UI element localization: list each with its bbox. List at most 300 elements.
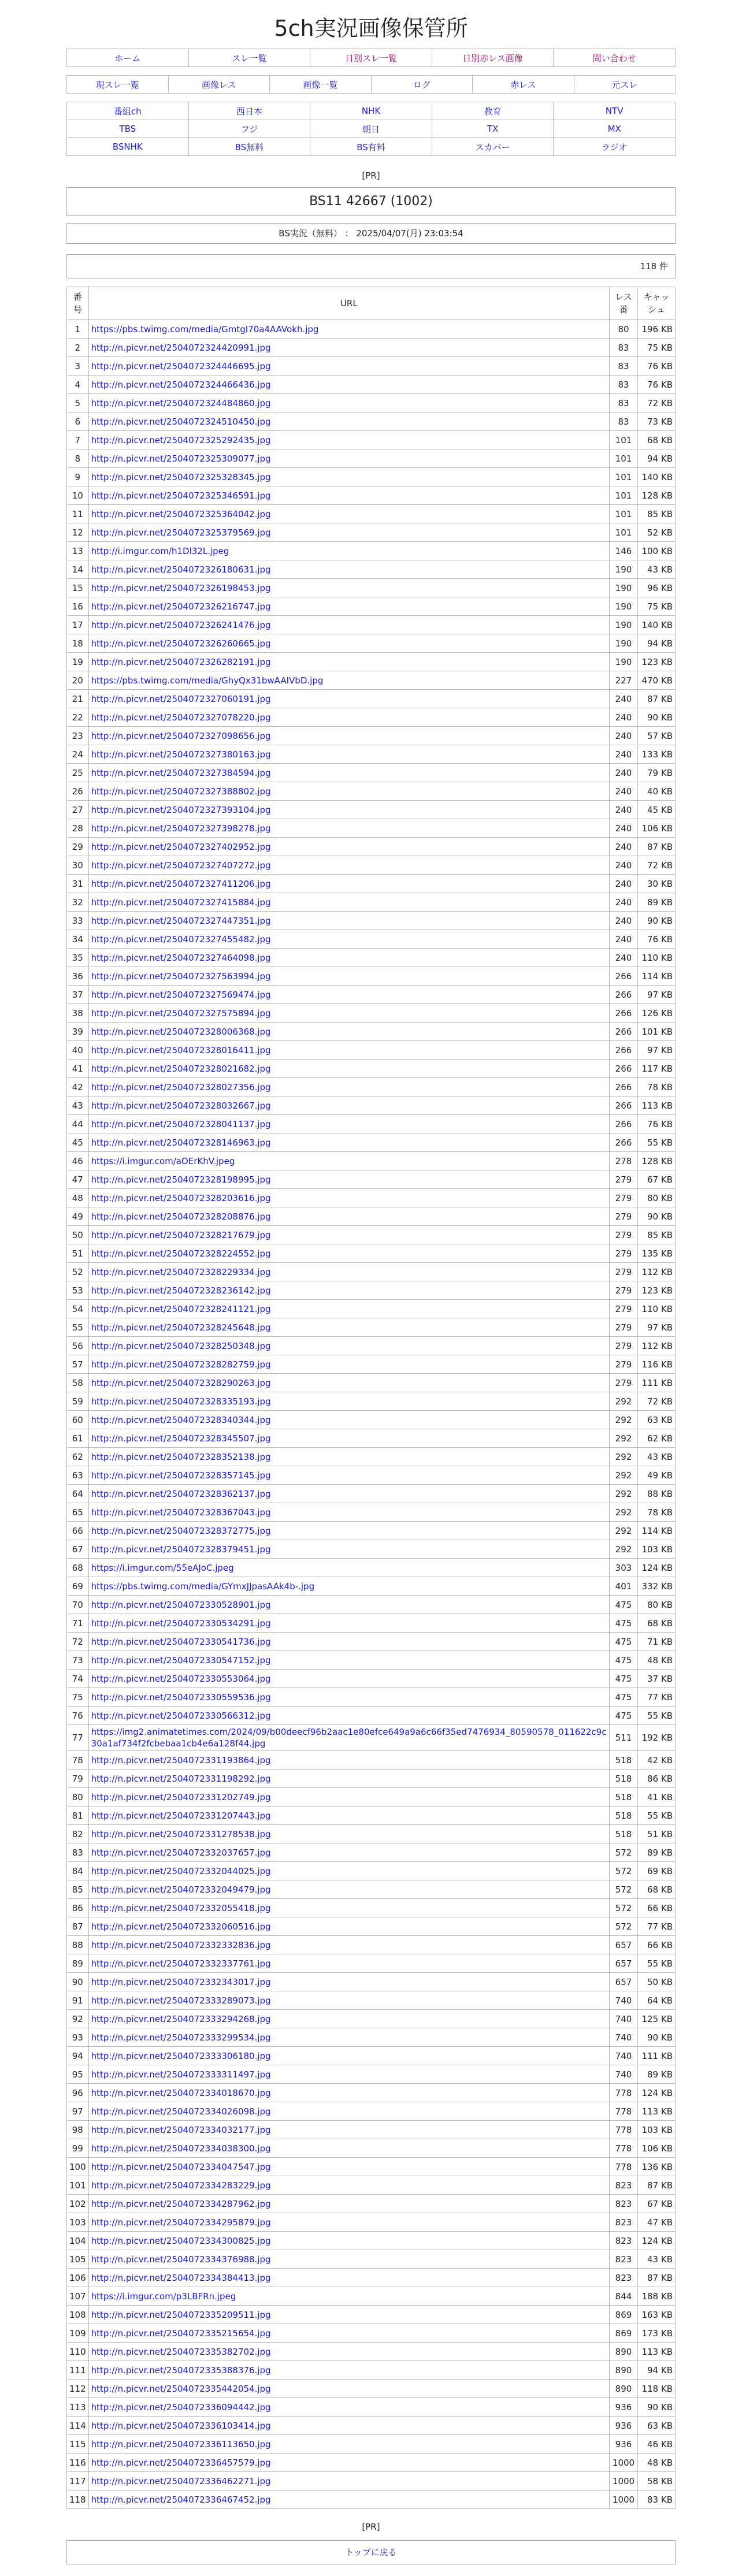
table-row — [67, 1189, 676, 1207]
table-row — [67, 1651, 676, 1670]
cache-size-cell: 128 KB — [638, 1152, 676, 1170]
image-url-link[interactable]: http://n.picvr.net/2504072334376988.jpg — [91, 2254, 271, 2265]
category-link[interactable]: 朝日 — [362, 124, 380, 135]
image-url-link[interactable]: http://n.picvr.net/2504072336103414.jpg — [91, 2420, 271, 2431]
image-url-link[interactable]: http://n.picvr.net/2504072335215654.jpg — [91, 2328, 271, 2339]
image-url-link[interactable]: http://n.picvr.net/2504072326180631.jpg — [91, 564, 271, 575]
image-url-link[interactable]: http://n.picvr.net/2504072334287962.jpg — [91, 2198, 271, 2209]
image-url-link[interactable]: http://n.picvr.net/2504072327464098.jpg — [91, 952, 271, 963]
image-url-link[interactable]: http://n.picvr.net/2504072327569474.jpg — [91, 989, 271, 1000]
res-number-cell: 475 — [610, 1707, 638, 1725]
table-row — [67, 1577, 676, 1596]
image-url-link[interactable]: http://n.picvr.net/2504072332044025.jpg — [91, 1865, 271, 1876]
cache-size-cell: 80 KB — [638, 1596, 676, 1614]
url-cell — [88, 1936, 609, 1954]
image-url-link[interactable]: http://n.picvr.net/2504072332343017.jpg — [91, 1976, 271, 1987]
image-url-link[interactable]: http://n.picvr.net/2504072326241476.jpg — [91, 619, 271, 630]
image-url-link[interactable]: http://n.picvr.net/2504072336457579.jpg — [91, 2457, 271, 2468]
url-cell — [88, 2306, 609, 2324]
image-url-link[interactable]: http://n.picvr.net/2504072328362137.jpg — [91, 1488, 271, 1499]
table-row — [67, 2435, 676, 2454]
res-number-cell: 518 — [610, 1806, 638, 1825]
row-number-cell: 85 — [67, 1880, 89, 1899]
image-url-link[interactable]: http://n.picvr.net/2504072327384594.jpg — [91, 767, 271, 778]
row-number-cell: 90 — [67, 1973, 89, 1991]
row-number-cell: 97 — [67, 2102, 89, 2121]
url-cell — [88, 1078, 609, 1096]
res-number-cell: 518 — [610, 1825, 638, 1843]
category-link[interactable]: TBS — [119, 124, 136, 134]
image-url-link[interactable]: http://n.picvr.net/2504072325292435.jpg — [91, 434, 271, 445]
table-row — [67, 2380, 676, 2398]
cache-size-cell: 90 KB — [638, 912, 676, 930]
nav-cell — [554, 49, 676, 67]
image-url-link[interactable]: http://n.picvr.net/2504072328041137.jpg — [91, 1118, 271, 1129]
row-number-cell: 6 — [67, 412, 89, 431]
url-cell — [88, 819, 609, 838]
subnav-image-res-link[interactable]: 画像レス — [201, 79, 236, 90]
url-cell — [88, 1133, 609, 1152]
image-url-link[interactable]: http://n.picvr.net/2504072328217679.jpg — [91, 1229, 271, 1240]
url-cell — [88, 1788, 609, 1806]
url-cell — [88, 1973, 609, 1991]
image-url-link[interactable]: http://n.picvr.net/2504072326198453.jpg — [91, 582, 271, 593]
cache-size-cell: 76 KB — [638, 357, 676, 376]
image-url-link[interactable]: http://n.picvr.net/2504072327098656.jpg — [91, 730, 271, 741]
url-cell — [88, 1707, 609, 1725]
table-row — [67, 2028, 676, 2047]
image-url-link[interactable]: http://n.picvr.net/2504072335382702.jpg — [91, 2346, 271, 2357]
cache-size-cell: 37 KB — [638, 1670, 676, 1688]
image-url-link[interactable]: http://n.picvr.net/2504072331207443.jpg — [91, 1810, 271, 1821]
image-url-link[interactable]: http://n.picvr.net/2504072328282759.jpg — [91, 1359, 271, 1370]
image-url-link[interactable]: http://n.picvr.net/2504072334384413.jpg — [91, 2272, 271, 2283]
url-cell — [88, 1318, 609, 1337]
nav-daily-red-images-link[interactable]: 日別赤レス画像 — [462, 53, 523, 64]
image-url-link[interactable]: http://n.picvr.net/2504072327060191.jpg — [91, 693, 271, 704]
nav-thread-list-link[interactable]: スレ一覧 — [232, 53, 267, 64]
url-cell — [88, 1023, 609, 1041]
url-cell — [88, 690, 609, 708]
row-number-cell: 54 — [67, 1300, 89, 1318]
image-url-link[interactable]: http://n.picvr.net/2504072324446695.jpg — [91, 360, 271, 371]
image-url-link[interactable]: http://n.picvr.net/2504072333289073.jpg — [91, 1995, 271, 2006]
row-number-cell: 34 — [67, 930, 89, 949]
image-url-link[interactable]: http://n.picvr.net/2504072328198995.jpg — [91, 1174, 271, 1185]
image-url-link[interactable]: http://n.picvr.net/2504072334038300.jpg — [91, 2143, 271, 2154]
row-number-cell: 4 — [67, 376, 89, 394]
url-cell — [88, 2417, 609, 2435]
image-url-link[interactable]: http://n.picvr.net/2504072328032667.jpg — [91, 1100, 271, 1111]
image-url-link[interactable]: http://n.picvr.net/2504072334026098.jpg — [91, 2106, 271, 2117]
image-url-link[interactable]: https://i.imgur.com/aOErKhV.jpeg — [91, 1155, 235, 1166]
image-url-link[interactable]: http://n.picvr.net/2504072334018670.jpg — [91, 2087, 271, 2098]
url-cell — [88, 2361, 609, 2380]
image-url-link[interactable]: http://n.picvr.net/2504072331198292.jpg — [91, 1773, 271, 1784]
image-url-link[interactable]: http://n.picvr.net/2504072328224552.jpg — [91, 1248, 271, 1259]
image-url-link[interactable]: http://n.picvr.net/2504072324510450.jpg — [91, 416, 271, 427]
image-url-link[interactable]: http://n.picvr.net/2504072336462271.jpg — [91, 2475, 271, 2486]
row-number-cell: 88 — [67, 1936, 89, 1954]
cache-size-cell: 140 KB — [638, 616, 676, 634]
image-url-link[interactable]: http://n.picvr.net/2504072327402952.jpg — [91, 841, 271, 852]
category-link[interactable]: NHK — [361, 106, 381, 116]
subnav-current-threads-link[interactable]: 現スレ一覧 — [95, 79, 139, 90]
res-number-cell: 518 — [610, 1788, 638, 1806]
table-row — [67, 2472, 676, 2490]
res-number-cell: 266 — [610, 1023, 638, 1041]
table-row — [67, 856, 676, 875]
subnav-image-list-link[interactable]: 画像一覧 — [303, 79, 338, 90]
row-number-cell: 48 — [67, 1189, 89, 1207]
url-cell — [88, 2380, 609, 2398]
url-cell — [88, 2121, 609, 2139]
category-link[interactable]: 番組ch — [113, 106, 142, 117]
image-url-link[interactable]: https://pbs.twimg.com/media/GhyQx31bwAAIVbD.jpg — [91, 675, 324, 686]
image-url-link[interactable]: http://n.picvr.net/2504072332055418.jpg — [91, 1902, 271, 1913]
res-number-cell: 279 — [610, 1374, 638, 1392]
image-url-link[interactable]: http://n.picvr.net/2504072328345507.jpg — [91, 1433, 271, 1444]
category-link[interactable]: スカパー — [475, 142, 510, 153]
cache-size-cell: 112 KB — [638, 1337, 676, 1355]
image-url-link[interactable]: http://n.picvr.net/2504072327415884.jpg — [91, 897, 271, 908]
image-url-link[interactable]: http://n.picvr.net/2504072326216747.jpg — [91, 601, 271, 612]
image-url-link[interactable]: http://n.picvr.net/2504072328006368.jpg — [91, 1026, 271, 1037]
url-cell — [88, 1954, 609, 1973]
res-number-cell: 292 — [610, 1392, 638, 1411]
image-url-link[interactable]: http://n.picvr.net/2504072336467452.jpg — [91, 2494, 271, 2505]
cache-size-cell: 106 KB — [638, 2139, 676, 2158]
cache-size-cell: 101 KB — [638, 1023, 676, 1041]
nav-daily-thread-list-link[interactable]: 日別スレ一覧 — [344, 53, 397, 64]
url-cell — [88, 2287, 609, 2306]
table-row — [67, 486, 676, 505]
res-number-cell: 475 — [610, 1633, 638, 1651]
image-url-link[interactable]: http://n.picvr.net/2504072325309077.jpg — [91, 453, 271, 464]
image-url-link[interactable]: http://n.picvr.net/2504072331193864.jpg — [91, 1754, 271, 1765]
row-number-cell: 86 — [67, 1899, 89, 1917]
image-url-link[interactable]: https://i.imgur.com/55eAJoC.jpeg — [91, 1562, 234, 1573]
image-url-link[interactable]: http://n.picvr.net/2504072334032177.jpg — [91, 2124, 271, 2135]
image-url-link[interactable]: http://n.picvr.net/2504072325346591.jpg — [91, 490, 271, 501]
image-url-link[interactable]: http://n.picvr.net/2504072330528901.jpg — [91, 1599, 271, 1610]
res-number-cell: 101 — [610, 449, 638, 468]
subnav-red-res-link[interactable]: 赤レス — [510, 79, 536, 90]
row-number-cell: 15 — [67, 579, 89, 597]
row-number-cell: 107 — [67, 2287, 89, 2306]
image-url-link[interactable]: http://n.picvr.net/2504072333299534.jpg — [91, 2032, 271, 2043]
category-link[interactable]: TX — [487, 124, 499, 134]
cache-size-cell: 114 KB — [638, 1522, 676, 1540]
image-url-link[interactable]: http://n.picvr.net/2504072330541736.jpg — [91, 1636, 271, 1647]
res-number-cell: 292 — [610, 1540, 638, 1559]
url-cell — [88, 1559, 609, 1577]
image-url-link[interactable]: http://n.picvr.net/2504072324484860.jpg — [91, 397, 271, 408]
category-cell — [67, 138, 189, 156]
subnav-original-thread-link[interactable]: 元スレ — [611, 79, 638, 90]
category-cell — [554, 120, 676, 138]
cache-size-cell: 63 KB — [638, 1411, 676, 1429]
back-to-top — [66, 2540, 676, 2564]
url-cell — [88, 1485, 609, 1503]
res-number-cell: 240 — [610, 708, 638, 727]
image-url-link[interactable]: http://n.picvr.net/2504072327078220.jpg — [91, 712, 271, 723]
url-cell — [88, 1411, 609, 1429]
table-row — [67, 967, 676, 986]
image-url-link[interactable]: http://n.picvr.net/2504072336113650.jpg — [91, 2439, 271, 2449]
image-url-link[interactable]: http://n.picvr.net/2504072328357145.jpg — [91, 1470, 271, 1481]
res-number-cell: 890 — [610, 2380, 638, 2398]
image-url-link[interactable]: http://n.picvr.net/2504072328208876.jpg — [91, 1211, 271, 1222]
table-row — [67, 339, 676, 357]
category-link[interactable]: BS無料 — [235, 142, 264, 153]
image-url-link[interactable]: http://n.picvr.net/2504072328241121.jpg — [91, 1303, 271, 1314]
table-row — [67, 1899, 676, 1917]
url-cell — [88, 1170, 609, 1189]
res-number-cell: 518 — [610, 1770, 638, 1788]
image-url-link[interactable]: http://n.picvr.net/2504072328146963.jpg — [91, 1137, 271, 1148]
res-number-cell: 936 — [610, 2398, 638, 2417]
header-cache: キャッシュ — [638, 287, 676, 320]
image-url-link[interactable]: http://n.picvr.net/2504072330566312.jpg — [91, 1710, 271, 1721]
image-url-link[interactable]: http://n.picvr.net/2504072325379569.jpg — [91, 527, 271, 538]
category-link[interactable]: BS有料 — [357, 142, 385, 153]
image-url-link[interactable]: http://n.picvr.net/2504072327575894.jpg — [91, 1008, 271, 1018]
url-cell — [88, 838, 609, 856]
res-number-cell: 890 — [610, 2343, 638, 2361]
table-row — [67, 1770, 676, 1788]
back-to-top-link[interactable]: トップに戻る — [345, 2547, 397, 2558]
url-cell — [88, 1226, 609, 1244]
image-url-link[interactable]: http://n.picvr.net/2504072334047547.jpg — [91, 2161, 271, 2172]
image-url-link[interactable]: http://n.picvr.net/2504072335442054.jpg — [91, 2383, 271, 2394]
table-row — [67, 1806, 676, 1825]
image-url-link[interactable]: http://n.picvr.net/2504072328245648.jpg — [91, 1322, 271, 1333]
image-url-link[interactable]: http://n.picvr.net/2504072331202749.jpg — [91, 1791, 271, 1802]
row-number-cell: 38 — [67, 1004, 89, 1023]
image-url-link[interactable]: http://n.picvr.net/2504072328203616.jpg — [91, 1192, 271, 1203]
image-url-link[interactable]: http://n.picvr.net/2504072324466436.jpg — [91, 379, 271, 390]
image-url-link[interactable]: http://n.picvr.net/2504072328379451.jpg — [91, 1544, 271, 1555]
url-cell — [88, 986, 609, 1004]
table-row — [67, 1466, 676, 1485]
image-url-link[interactable]: http://n.picvr.net/2504072328021682.jpg — [91, 1063, 271, 1074]
image-url-link[interactable]: http://n.picvr.net/2504072328372775.jpg — [91, 1525, 271, 1536]
image-url-link[interactable]: http://n.picvr.net/2504072333294268.jpg — [91, 2013, 271, 2024]
cache-size-cell: 55 KB — [638, 1133, 676, 1152]
image-url-link[interactable]: http://n.picvr.net/2504072328367043.jpg — [91, 1507, 271, 1518]
row-number-cell: 67 — [67, 1540, 89, 1559]
res-number-cell: 292 — [610, 1448, 638, 1466]
cache-size-cell: 41 KB — [638, 1788, 676, 1806]
image-url-link[interactable]: http://n.picvr.net/2504072327411206.jpg — [91, 878, 271, 889]
image-url-link[interactable]: http://n.picvr.net/2504072327380163.jpg — [91, 749, 271, 760]
image-url-link[interactable]: http://n.picvr.net/2504072327388802.jpg — [91, 786, 271, 797]
res-number-cell: 936 — [610, 2435, 638, 2454]
image-url-link[interactable]: http://n.picvr.net/2504072327398278.jpg — [91, 823, 271, 834]
nav-contact-link[interactable]: 問い合わせ — [592, 53, 636, 64]
res-number-cell: 279 — [610, 1226, 638, 1244]
category-link[interactable]: 西日本 — [236, 106, 262, 117]
url-cell — [88, 1041, 609, 1060]
table-row — [67, 801, 676, 819]
table-row — [67, 1078, 676, 1096]
image-url-link[interactable]: http://n.picvr.net/2504072334295879.jpg — [91, 2217, 271, 2228]
res-number-cell: 740 — [610, 2028, 638, 2047]
image-url-link[interactable]: http://i.imgur.com/h1Dl32L.jpeg — [91, 545, 229, 556]
category-link[interactable]: ラジオ — [601, 142, 628, 153]
table-row — [67, 468, 676, 486]
url-cell — [88, 634, 609, 653]
cache-size-cell: 43 KB — [638, 1448, 676, 1466]
image-url-link[interactable]: http://n.picvr.net/2504072334300825.jpg — [91, 2235, 271, 2246]
cache-size-cell: 76 KB — [638, 930, 676, 949]
res-number-cell: 869 — [610, 2306, 638, 2324]
image-url-link[interactable]: http://n.picvr.net/2504072327407272.jpg — [91, 860, 271, 871]
nav-home-link[interactable]: ホーム — [114, 53, 141, 64]
image-url-link[interactable]: http://n.picvr.net/2504072333306180.jpg — [91, 2050, 271, 2061]
image-url-link[interactable]: http://n.picvr.net/2504072328335193.jpg — [91, 1396, 271, 1407]
row-number-cell: 59 — [67, 1392, 89, 1411]
row-number-cell: 89 — [67, 1954, 89, 1973]
table-row — [67, 2398, 676, 2417]
res-number-cell: 890 — [610, 2361, 638, 2380]
image-url-link[interactable]: https://pbs.twimg.com/media/GmtgI70a4AAVokh.jpg — [91, 324, 319, 334]
res-number-cell: 778 — [610, 2139, 638, 2158]
row-number-cell: 96 — [67, 2084, 89, 2102]
table-row — [67, 1355, 676, 1374]
cache-size-cell: 124 KB — [638, 2084, 676, 2102]
image-url-link[interactable]: http://n.picvr.net/2504072332060516.jpg — [91, 1921, 271, 1932]
table-row — [67, 930, 676, 949]
image-url-link[interactable]: http://n.picvr.net/2504072324420991.jpg — [91, 342, 271, 353]
image-url-link[interactable]: http://n.picvr.net/2504072332049479.jpg — [91, 1884, 271, 1895]
image-url-link[interactable]: http://n.picvr.net/2504072327393104.jpg — [91, 804, 271, 815]
url-cell — [88, 930, 609, 949]
image-url-link[interactable]: http://n.picvr.net/2504072328016411.jpg — [91, 1044, 271, 1055]
url-cell — [88, 671, 609, 690]
res-number-cell: 240 — [610, 782, 638, 801]
image-url-link[interactable]: https://pbs.twimg.com/media/GYmxJJpasAAk4b-.jpg — [91, 1581, 315, 1592]
image-url-link[interactable]: http://n.picvr.net/2504072328229334.jpg — [91, 1266, 271, 1277]
image-url-link[interactable]: http://n.picvr.net/2504072325364042.jpg — [91, 508, 271, 519]
image-url-link[interactable]: https://i.imgur.com/p3LBFRn.jpeg — [91, 2291, 236, 2302]
table-row — [67, 2454, 676, 2472]
image-url-link[interactable]: http://n.picvr.net/2504072326282191.jpg — [91, 656, 271, 667]
image-url-link[interactable]: http://n.picvr.net/2504072332037657.jpg — [91, 1847, 271, 1858]
res-number-cell: 740 — [610, 2047, 638, 2065]
image-url-link[interactable]: http://n.picvr.net/2504072328290263.jpg — [91, 1377, 271, 1388]
row-number-cell: 70 — [67, 1596, 89, 1614]
image-url-link[interactable]: http://n.picvr.net/2504072335209511.jpg — [91, 2309, 271, 2320]
image-url-link[interactable]: http://n.picvr.net/2504072326260665.jpg — [91, 638, 271, 649]
image-url-link[interactable]: http://n.picvr.net/2504072327447351.jpg — [91, 915, 271, 926]
subnav-log-link[interactable]: ログ — [413, 79, 431, 90]
category-link[interactable]: MX — [607, 124, 621, 134]
res-number-cell: 279 — [610, 1355, 638, 1374]
image-url-link[interactable]: http://n.picvr.net/2504072332332836.jpg — [91, 1939, 271, 1950]
res-number-cell: 266 — [610, 986, 638, 1004]
image-url-link[interactable]: http://n.picvr.net/2504072328340344.jpg — [91, 1414, 271, 1425]
row-number-cell: 20 — [67, 671, 89, 690]
cache-size-cell: 46 KB — [638, 2435, 676, 2454]
res-number-cell: 83 — [610, 357, 638, 376]
row-number-cell: 10 — [67, 486, 89, 505]
image-url-link[interactable]: http://n.picvr.net/2504072327563994.jpg — [91, 971, 271, 982]
table-row — [67, 819, 676, 838]
row-number-cell: 105 — [67, 2250, 89, 2269]
image-url-link[interactable]: http://n.picvr.net/2504072330553064.jpg — [91, 1673, 271, 1684]
url-cell — [88, 1281, 609, 1300]
cache-size-cell: 90 KB — [638, 2398, 676, 2417]
cache-size-cell: 62 KB — [638, 1429, 676, 1448]
table-row — [67, 838, 676, 856]
image-url-link[interactable]: http://n.picvr.net/2504072328250348.jpg — [91, 1340, 271, 1351]
cache-size-cell: 470 KB — [638, 671, 676, 690]
cache-size-cell: 87 KB — [638, 838, 676, 856]
url-cell — [88, 394, 609, 412]
table-row — [67, 597, 676, 616]
res-number-cell: 190 — [610, 579, 638, 597]
image-url-link[interactable]: http://n.picvr.net/2504072330534291.jpg — [91, 1618, 271, 1629]
category-link[interactable]: NTV — [605, 106, 624, 116]
image-url-link[interactable]: http://n.picvr.net/2504072325328345.jpg — [91, 471, 271, 482]
image-url-link[interactable]: http://n.picvr.net/2504072333311497.jpg — [91, 2069, 271, 2080]
row-number-cell: 8 — [67, 449, 89, 468]
row-number-cell: 11 — [67, 505, 89, 523]
category-link[interactable]: 教育 — [484, 106, 502, 117]
image-url-link[interactable]: http://n.picvr.net/2504072328236142.jpg — [91, 1285, 271, 1296]
row-number-cell: 24 — [67, 745, 89, 764]
res-number-cell: 278 — [610, 1152, 638, 1170]
res-number-cell: 475 — [610, 1670, 638, 1688]
row-number-cell: 18 — [67, 634, 89, 653]
res-number-cell: 572 — [610, 1899, 638, 1917]
image-url-link[interactable]: http://n.picvr.net/2504072336094442.jpg — [91, 2402, 271, 2413]
image-url-link[interactable]: http://n.picvr.net/2504072334283229.jpg — [91, 2180, 271, 2191]
image-url-link[interactable]: http://n.picvr.net/2504072331278538.jpg — [91, 1828, 271, 1839]
image-url-link[interactable]: http://n.picvr.net/2504072330547152.jpg — [91, 1655, 271, 1666]
row-number-cell: 81 — [67, 1806, 89, 1825]
row-number-cell: 80 — [67, 1788, 89, 1806]
cache-size-cell: 128 KB — [638, 486, 676, 505]
cache-size-cell: 77 KB — [638, 1688, 676, 1707]
image-url-link[interactable]: http://n.picvr.net/2504072332337761.jpg — [91, 1958, 271, 1969]
image-url-link[interactable]: http://n.picvr.net/2504072330559536.jpg — [91, 1692, 271, 1703]
site-title: 5ch実況画像保管所 — [274, 16, 468, 41]
row-number-cell: 19 — [67, 653, 89, 671]
image-url-link[interactable]: http://n.picvr.net/2504072328352138.jpg — [91, 1451, 271, 1462]
row-number-cell: 116 — [67, 2454, 89, 2472]
res-number-cell: 279 — [610, 1189, 638, 1207]
url-cell — [88, 1917, 609, 1936]
category-link[interactable]: BSNHK — [112, 142, 143, 152]
row-number-cell: 93 — [67, 2028, 89, 2047]
cache-size-cell: 49 KB — [638, 1466, 676, 1485]
image-url-link[interactable]: http://n.picvr.net/2504072335388376.jpg — [91, 2365, 271, 2376]
url-cell — [88, 2398, 609, 2417]
url-cell — [88, 2065, 609, 2084]
cache-size-cell: 94 KB — [638, 634, 676, 653]
image-url-link[interactable]: http://n.picvr.net/2504072327455482.jpg — [91, 934, 271, 945]
category-link[interactable]: フジ — [240, 124, 258, 135]
table-row — [67, 1707, 676, 1725]
url-cell — [88, 2472, 609, 2490]
image-url-link[interactable]: http://n.picvr.net/2504072328027356.jpg — [91, 1081, 271, 1092]
url-cell — [88, 1374, 609, 1392]
image-url-link[interactable]: https://img2.animatetimes.com/2024/09/b00deecf96b2aac1e80efce649a9a6c66f35ed7476934_80590578_011622c9c30a1af734f2fcbebaa1cb4e6a128f44.jpg — [91, 1727, 607, 1749]
table-row — [67, 949, 676, 967]
